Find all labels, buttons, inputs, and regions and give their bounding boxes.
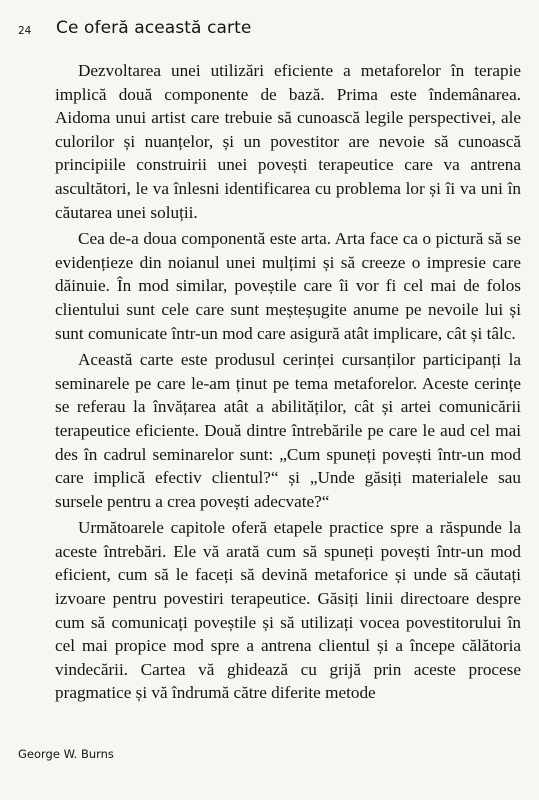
paragraph-1: Dezvoltarea unei utilizări eficiente a metaforelor în terapie implică două componente de bază. Prima este îndemânarea. Aidoma unui artist care trebuie să cunoască legile perspectivei, ale culorilor și nuanțelor, și un povestitor are nevoie să cunoască principiile construirii unei povești terapeutice care va antrena ascultători, le va înlesni identificarea cu problema lor și îi va uni în căutarea unei soluții.: [55, 61, 521, 222]
running-title: Ce oferă această carte: [56, 18, 252, 38]
footer-author: George W. Burns: [18, 747, 114, 761]
paragraph-3: Această carte este produsul cerinței cursanților participanți la seminarele pe care le-am ținut pe tema metaforelor. Aceste cerințe se referau la învățarea atât a abilităților, cât și artei comunicării terapeutice eficiente. Două dintre întrebările pe care le aud cel mai des în cadrul seminarelor sunt: „Cum spuneți povești într-un mod care implică efectiv clientul?“ și „Unde găsiți materialele sau sursele pentru a crea povești adecvate?“: [55, 350, 521, 511]
paragraph-2: Cea de-a doua componentă este arta. Arta face ca o pictură să se evidențieze din noianul unei mulțimi și să creeze o impresie care dăinuie. În mod similar, poveștile care îi vor fi cel mai de folos clientului sunt cele care sunt meșteșugite anume pe nevoile lui și sunt comunicate într-un mod care asigură atât implicare, cât și tâlc.: [55, 229, 521, 343]
body-text: [55, 59, 521, 708]
page-header: [18, 18, 519, 44]
paragraph-4: Următoarele capitole oferă etapele practice spre a răspunde la aceste întrebări. Ele vă arată cum să spuneți povești într-un mod eficient, cum să le faceți să devină metaforice și unde să căutați izvoare pentru povestiri terapeutice. Găsiți linii directoare despre cum să comunicați poveștile și să utilizați vocea povestitorului în cel mai propice mod spre a antrena clientul și a începe călătoria vindecării. Cartea vă ghidează cu grijă prin aceste procese pragmatice și vă îndrumă către diferite metode: [55, 518, 521, 703]
page-number: 24: [18, 25, 32, 37]
